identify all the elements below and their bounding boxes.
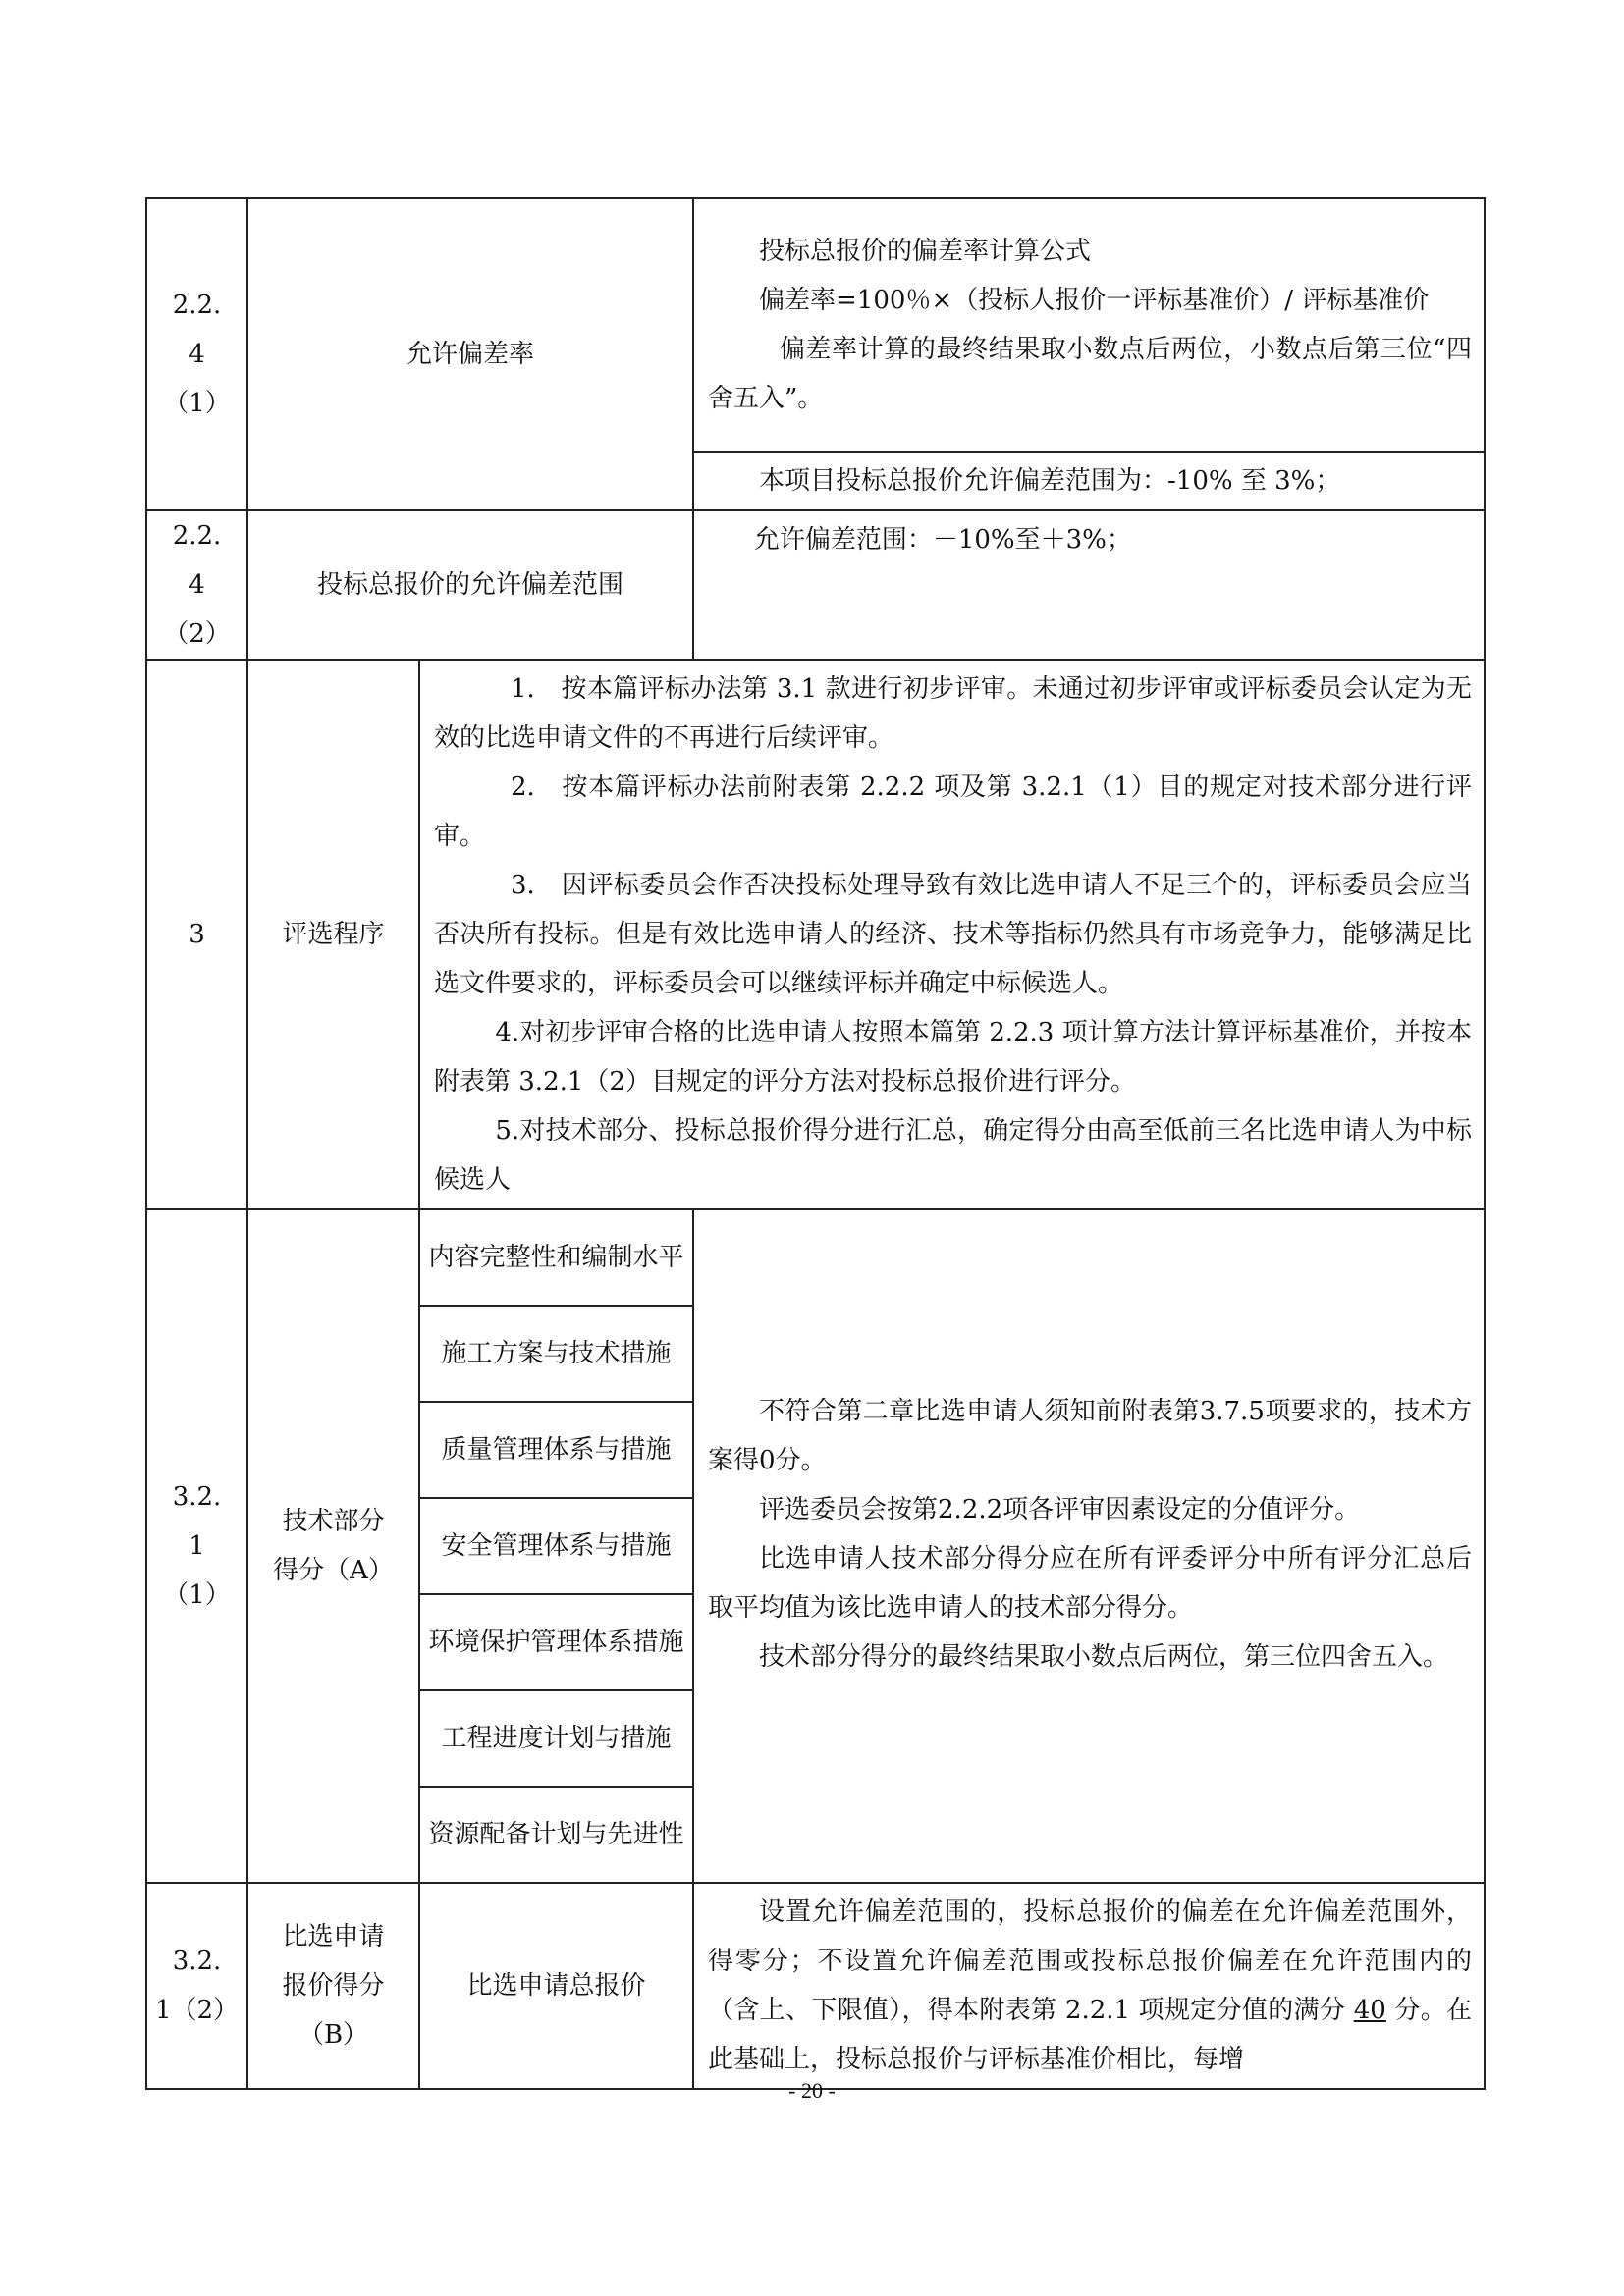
sub-item: 工程进度计划与措施	[419, 1690, 693, 1787]
sub-item: 施工方案与技术措施	[419, 1306, 693, 1402]
item-number: 2.2. 4 （1）	[146, 198, 247, 510]
item-name: 允许偏差率	[247, 198, 693, 510]
row-3-2-1-2	[146, 1883, 1485, 2089]
item-content: 1. 按本篇评标办法第 3.1 款进行初步评审。未通过初步评审或评标委员会认定为无效的比选申请文件的不再进行后续评审。 2. 按本篇评标办法前附表第 2.2.2 项及第 3.2.1（1）目的规定对技术部分进行评审。 3. 因评标委员会作否决投标处理导致有效比选申请人不足三个的，评标委员会应当否决所有投标。但是有效比选申请人的经济、技术等指标仍然具有市场竞争力，能够满足比选文件要求的，评标委员会可以继续评标并确定中标候选人。 4.对初步评审合格的比选申请人按照本篇第 2.2.3 项计算方法计算评标基准价，并按本附表第 3.2.1（2）目规定的评分方法对投标总报价进行评分。 5.对技术部分、投标总报价得分进行汇总，确定得分由高至低前三名比选申请人为中标候选人	[419, 660, 1485, 1209]
row-2-2-4-2	[146, 510, 1485, 660]
item-content: 设置允许偏差范围的，投标总报价的偏差在允许偏差范围外，得零分；不设置允许偏差范围或投标总报价偏差在允许范围内的（含上、下限值），得本附表第 2.2.1 项规定分值的满分 40 分。在此基础上，投标总报价与评标基准价相比，每增	[693, 1883, 1485, 2089]
sub-item: 安全管理体系与措施	[419, 1498, 693, 1594]
row-3-2-1-1	[146, 1209, 1485, 1306]
sub-item: 环境保护管理体系措施	[419, 1594, 693, 1690]
item-name: 评选程序	[247, 660, 419, 1209]
row-3	[146, 660, 1485, 1209]
item-number: 3.2. 1 （1）	[146, 1209, 247, 1883]
sub-item: 内容完整性和编制水平	[419, 1209, 693, 1306]
sub-item: 资源配备计划与先进性	[419, 1787, 693, 1883]
item-content-extra: 本项目投标总报价允许偏差范围为：-10% 至 3%；	[693, 452, 1485, 510]
item-name: 比选申请 报价得分 （B）	[247, 1883, 419, 2089]
row-2-2-4-1	[146, 198, 1485, 452]
item-content: 投标总报价的偏差率计算公式 偏差率=100％×（投标人报价一评标基准价）/ 评标基准价 偏差率计算的最终结果取小数点后两位，小数点后第三位“四舍五入”。	[693, 198, 1485, 452]
full-score-value: 40	[1353, 1996, 1386, 2025]
evaluation-table	[145, 197, 1486, 2090]
sub-item: 质量管理体系与措施	[419, 1402, 693, 1498]
sub-item: 比选申请总报价	[419, 1883, 693, 2089]
item-number: 2.2. 4 （2）	[146, 510, 247, 660]
item-content: 允许偏差范围：－10%至＋3%；	[693, 510, 1485, 660]
page-number: - 20 -	[788, 2078, 836, 2103]
item-name: 技术部分 得分（A）	[247, 1209, 419, 1883]
item-number: 3	[146, 660, 247, 1209]
item-content: 不符合第二章比选申请人须知前附表第3.7.5项要求的，技术方案得0分。 评选委员会按第2.2.2项各评审因素设定的分值评分。 比选申请人技术部分得分应在所有评委评分中所有评分汇总后取平均值为该比选申请人的技术部分得分。 技术部分得分的最终结果取小数点后两位，第三位四舍五入。	[693, 1209, 1485, 1883]
item-name: 投标总报价的允许偏差范围	[247, 510, 693, 660]
item-number: 3.2. 1（2）	[146, 1883, 247, 2089]
